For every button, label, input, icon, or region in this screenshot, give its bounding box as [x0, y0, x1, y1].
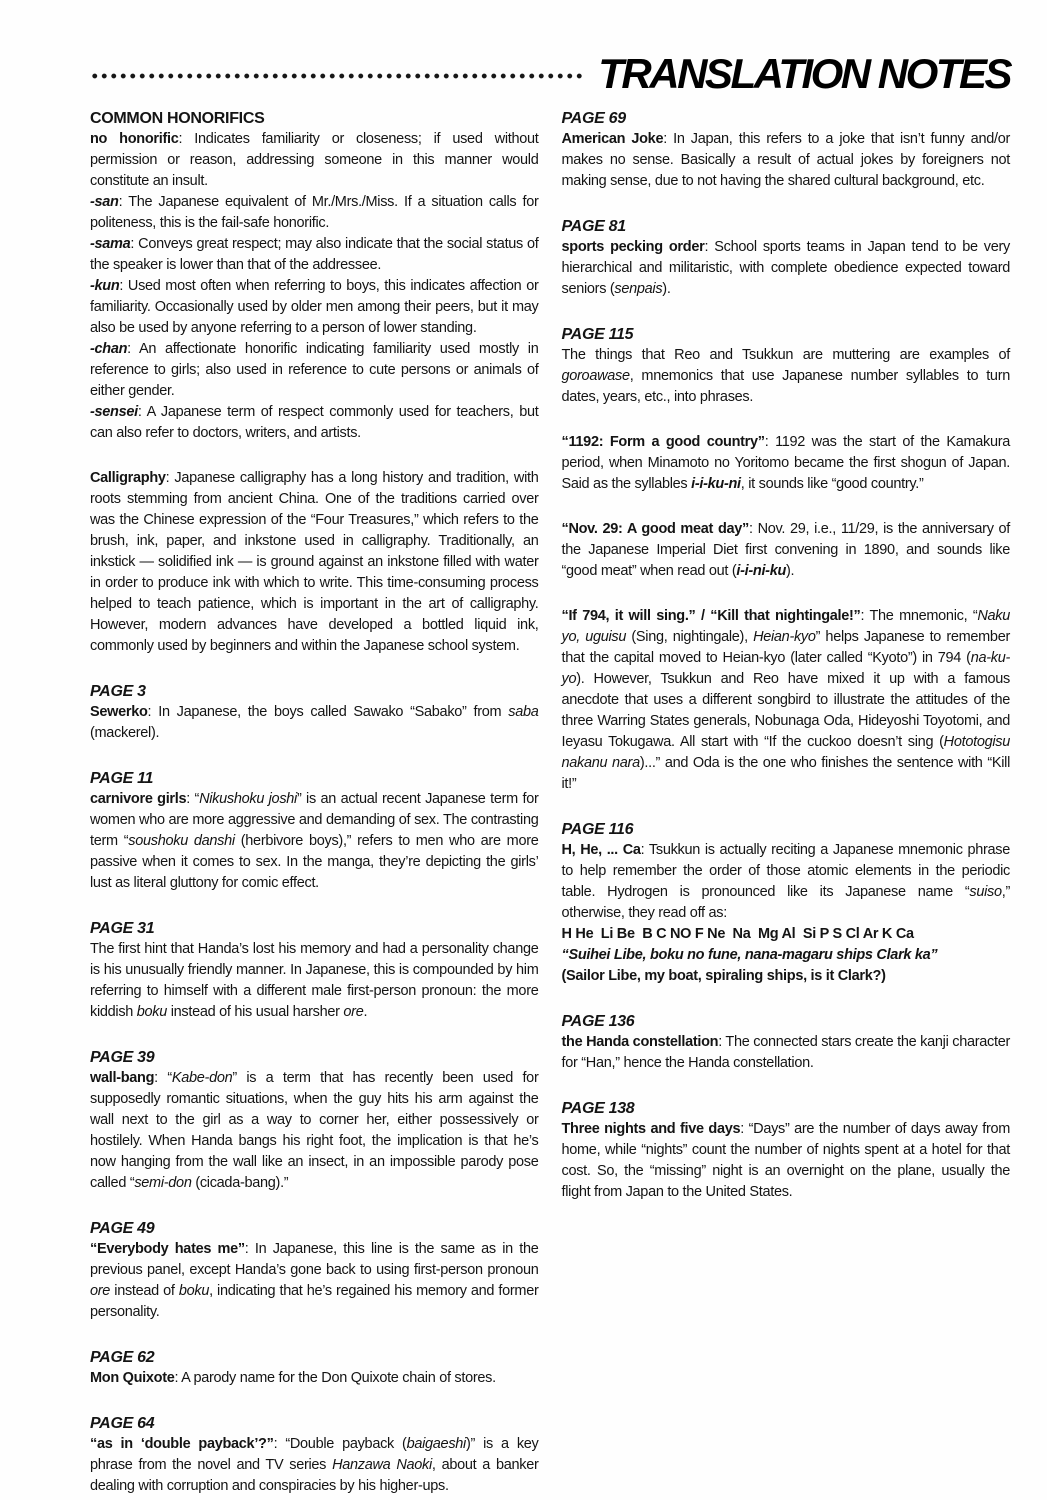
- text-run: -sensei: [90, 404, 138, 420]
- text-run: H He Li Be B C NO F Ne Na Mg Al Si P S Cl Ar K Ca: [561, 926, 914, 942]
- text-run: senpais: [614, 281, 663, 297]
- text-run: ).: [786, 563, 795, 579]
- text-run: The first hint that Handa’s lost his memory and had a personality change is his unusually friendly manner. In Japanese, this is compounded by him referring to himself with a different male first-person pronoun: the more kiddish: [90, 941, 539, 1020]
- text-run: : “: [186, 791, 200, 807]
- note-paragraph: [90, 1068, 539, 1194]
- text-run: Three nights and five days: [561, 1121, 741, 1137]
- note-paragraph: [90, 192, 539, 234]
- note-paragraph: [90, 129, 539, 192]
- dotted-leader: [90, 73, 582, 79]
- text-run: : The mnemonic, “: [860, 608, 978, 624]
- note-paragraph: [90, 234, 539, 276]
- text-run: the Handa constellation: [561, 1034, 719, 1050]
- text-run: : In Japanese, this line is the same as in the previous panel, except Handa’s gone back to using first-person pronoun: [90, 1241, 539, 1278]
- text-run: na-ku-yo: [561, 650, 1010, 687]
- text-run: ” is a term that has recently been used for supposedly romantic situations, when the guy hits his arm against the wall next to the girl as a way to corner her, either possessively or hostilely. When Handa bangs his right foot, the implication is that he’s now hanging from the wall like an insect, in an impossible parody pose called “: [90, 1070, 539, 1191]
- text-run: i-i-ni-ku: [736, 563, 787, 579]
- text-run: “If 794, it will sing.” / “Kill that nightingale!”: [561, 608, 861, 624]
- text-run: : Conveys great respect; may also indicate that the social status of the speaker is lower than that of the addressee.: [90, 236, 539, 273]
- note-paragraph: [562, 606, 1011, 795]
- text-run: “Everybody hates me”: [90, 1241, 245, 1257]
- left-column: [90, 108, 539, 1497]
- text-run: “Nov. 29: A good meat day”: [561, 521, 749, 537]
- text-run: soushoku danshi: [128, 833, 235, 849]
- note-paragraph: [562, 237, 1011, 300]
- text-run: i-i-ku-ni: [691, 476, 741, 492]
- text-run: (cicada-bang).”: [191, 1175, 289, 1191]
- text-run: no honorific: [90, 131, 179, 147]
- text-run: : In Japan, this refers to a joke that isn’t funny and/or makes no sense. Basically a result of actual jokes by foreigners not making sense, due to not having the shared cultural background, etc.: [561, 131, 1010, 189]
- text-run: : “Days” are the number of days away from home, while “nights” count the number of nights spent at a hotel for that cost. So, the “missing” night is an overnight on the plane, usually the flight from Japan to the United States.: [561, 1121, 1011, 1200]
- text-run: Naku yo, uguisu: [561, 608, 1011, 645]
- page-title: TRANSLATION NOTES: [598, 50, 1010, 97]
- text-run: ,” otherwise, they read off as:: [561, 884, 1010, 921]
- text-run: Calligraphy: [90, 470, 166, 486]
- text-run: wall-bang: [90, 1070, 155, 1086]
- page-heading: PAGE 64: [90, 1415, 155, 1432]
- text-run: -chan: [90, 341, 128, 357]
- text-run: ).: [662, 281, 671, 297]
- page-heading: PAGE 136: [561, 1013, 635, 1030]
- page-heading: PAGE 116: [561, 821, 634, 838]
- note-paragraph: [562, 129, 1011, 192]
- text-run: Nikushoku joshi: [199, 791, 297, 807]
- text-run: )...” and Oda is the one who finishes the sentence with “Kill it!”: [561, 755, 1010, 792]
- text-run: , it sounds like “good country.”: [740, 476, 924, 492]
- page-heading: PAGE 115: [561, 326, 634, 343]
- note-paragraph: [90, 789, 539, 894]
- note-paragraph: [562, 840, 1011, 924]
- text-run: ). However, Tsukkun and Reo have mixed it up with a famous anecdote that uses a different songbird to illustrate the attitudes of the three Warring States generals, Nobunaga Oda, Hideyoshi Toyotomi, and Ieyasu Tokugawa. All start with “If the cuckoo doesn’t sing (: [561, 671, 1010, 750]
- text-run: : Indicates familiarity or closeness; if used without permission or reason, addressing someone in this manner would constitute an insult.: [90, 131, 539, 189]
- text-run: instead of his usual harsher: [167, 1004, 344, 1020]
- text-run: Heian-kyo: [753, 629, 816, 645]
- text-run: “Suihei Libe, boku no fune, nana-magaru ships Clark ka”: [561, 947, 938, 963]
- text-run: goroawase: [561, 368, 630, 384]
- text-run: boku: [178, 1283, 210, 1299]
- right-column: [562, 108, 1011, 1497]
- note-paragraph: [562, 519, 1011, 582]
- text-run: : 1192 was the start of the Kamakura period, when Minamoto no Yoritomo became the first shogun of Japan. Said as the syllables: [561, 434, 1011, 492]
- text-run: instead of: [110, 1283, 179, 1299]
- text-run: “as in ‘double payback’?”: [90, 1436, 274, 1452]
- text-run: American Joke: [561, 131, 664, 147]
- text-run: : The Japanese equivalent of Mr./Mrs./Miss. If a situation calls for politeness, this is the fail-safe honorific.: [90, 194, 539, 231]
- text-run: carnivore girls: [90, 791, 187, 807]
- text-run: .: [363, 1004, 368, 1020]
- page-heading: PAGE 49: [90, 1220, 155, 1237]
- note-paragraph: [90, 468, 539, 657]
- page-heading: PAGE 31: [90, 920, 155, 937]
- note-paragraph: [90, 1239, 539, 1323]
- text-run: Sewerko: [90, 704, 148, 720]
- section-heading: COMMON HONORIFICS: [90, 110, 265, 127]
- notes-columns: [90, 108, 1010, 1497]
- note-paragraph: [90, 1368, 539, 1389]
- note-paragraph: [562, 1119, 1011, 1203]
- text-run: (Sing, nightingale),: [626, 629, 754, 645]
- text-run: -san: [90, 194, 119, 210]
- text-run: : School sports teams in Japan tend to be very hierarchical and militaristic, with complete obedience expected toward seniors (: [561, 239, 1011, 297]
- text-run: (mackerel).: [90, 725, 160, 741]
- note-paragraph: [90, 276, 539, 339]
- text-run: Mon Quixote: [90, 1370, 175, 1386]
- text-run: (herbivore boys),” refers to men who are more passive when it comes to sex. In the manga, they’re depicting the girls’ lust as literal gluttony for comic effect.: [90, 833, 539, 891]
- text-run: (Sailor Libe, my boat, spiraling ships, is it Clark?): [561, 968, 886, 984]
- text-run: ” is an actual recent Japanese term for women who are more aggressive and demanding of sex. The contrasting term “: [90, 791, 539, 849]
- text-run: semi-don: [134, 1175, 192, 1191]
- note-paragraph: [562, 966, 1011, 987]
- text-run: suiso: [969, 884, 1002, 900]
- text-run: The things that Reo and Tsukkun are muttering are examples of: [561, 347, 1010, 363]
- text-run: , indicating that he’s regained his memory and former personality.: [90, 1283, 539, 1320]
- page-heading: PAGE 39: [90, 1049, 155, 1066]
- text-run: -sama: [90, 236, 131, 252]
- text-run: , mnemonics that use Japanese number syllables to turn dates, years, etc., into phrases.: [561, 368, 1010, 405]
- note-paragraph: [90, 339, 539, 402]
- text-run: : “: [154, 1070, 172, 1086]
- page-heading: PAGE 62: [90, 1349, 155, 1366]
- text-run: : An affectionate honorific indicating familiarity used mostly in reference to girls; also used in reference to cute persons or animals of either gender.: [90, 341, 539, 399]
- note-paragraph: [90, 702, 539, 744]
- note-paragraph: [562, 924, 1011, 945]
- text-run: ” helps Japanese to remember that the capital moved to Heian-kyo (later called “Kyoto”) in 794 (: [561, 629, 1010, 666]
- text-run: ore: [90, 1283, 111, 1299]
- text-run: , about a banker dealing with corruption and conspiracies by his higher-ups.: [90, 1457, 539, 1494]
- text-run: : Japanese calligraphy has a long history and tradition, with roots stemming from ancient China. One of the traditions carried over was the Chinese expression of the “Four Treasures,” which refers to the brush, ink, paper, and inkstone used in calligraphy. Traditionally, an inkstick — solidified ink — is ground against an inkstone filled with water in order to produce ink with which to write. This time-consuming process helped to teach patience, which is important in the art of calligraphy. However, modern advances have developed a bottled liquid ink, commonly used by beginners and within the Japanese school system.: [90, 470, 539, 654]
- text-run: boku: [136, 1004, 168, 1020]
- text-run: sports pecking order: [561, 239, 705, 255]
- text-run: : The connected stars create the kanji character for “Han,” hence the Handa constellation.: [561, 1034, 1010, 1071]
- text-run: saba: [508, 704, 539, 720]
- note-paragraph: [90, 939, 539, 1023]
- text-run: )” is a key phrase from the novel and TV series: [90, 1436, 539, 1473]
- note-paragraph: [562, 1032, 1011, 1074]
- page-heading: PAGE 69: [561, 110, 626, 127]
- text-run: : Tsukkun is actually reciting a Japanese mnemonic phrase to help remember the order of those atomic elements in the periodic table. Hydrogen is pronounced like its Japanese name “: [561, 842, 1010, 900]
- text-run: Hanzawa Naoki: [332, 1457, 432, 1473]
- note-paragraph: [562, 345, 1011, 408]
- page-heading: PAGE 11: [90, 770, 154, 787]
- text-run: : In Japanese, the boys called Sawako “Sabako” from: [147, 704, 509, 720]
- text-run: : A parody name for the Don Quixote chain of stores.: [174, 1370, 496, 1386]
- text-run: “1192: Form a good country”: [561, 434, 765, 450]
- note-paragraph: [90, 1434, 539, 1497]
- page-heading: PAGE 3: [90, 683, 146, 700]
- note-paragraph: [562, 432, 1011, 495]
- note-paragraph: [90, 402, 539, 444]
- text-run: baigaeshi: [406, 1436, 466, 1452]
- text-run: : A Japanese term of respect commonly used for teachers, but can also refer to doctors, writers, and artists.: [90, 404, 539, 441]
- text-run: H, He, ... Ca: [561, 842, 641, 858]
- text-run: : Used most often when referring to boys, this indicates affection or familiarity. Occasionally used by older men among their peers, but it may also be used by anyone referring to a person of lower standing.: [90, 278, 539, 336]
- page-header: [90, 50, 1010, 98]
- page-heading: PAGE 81: [561, 218, 626, 235]
- text-run: ore: [343, 1004, 364, 1020]
- text-run: : “Double payback (: [273, 1436, 407, 1452]
- text-run: Hototogisu nakanu nara: [561, 734, 1010, 771]
- text-run: -kun: [90, 278, 120, 294]
- page-heading: PAGE 138: [561, 1100, 635, 1117]
- note-paragraph: [562, 945, 1011, 966]
- text-run: Kabe-don: [171, 1070, 233, 1086]
- text-run: : Nov. 29, i.e., 11/29, is the anniversary of the Japanese Imperial Diet first convening in 1890, and sounds like “good meat” when read out (: [561, 521, 1010, 579]
